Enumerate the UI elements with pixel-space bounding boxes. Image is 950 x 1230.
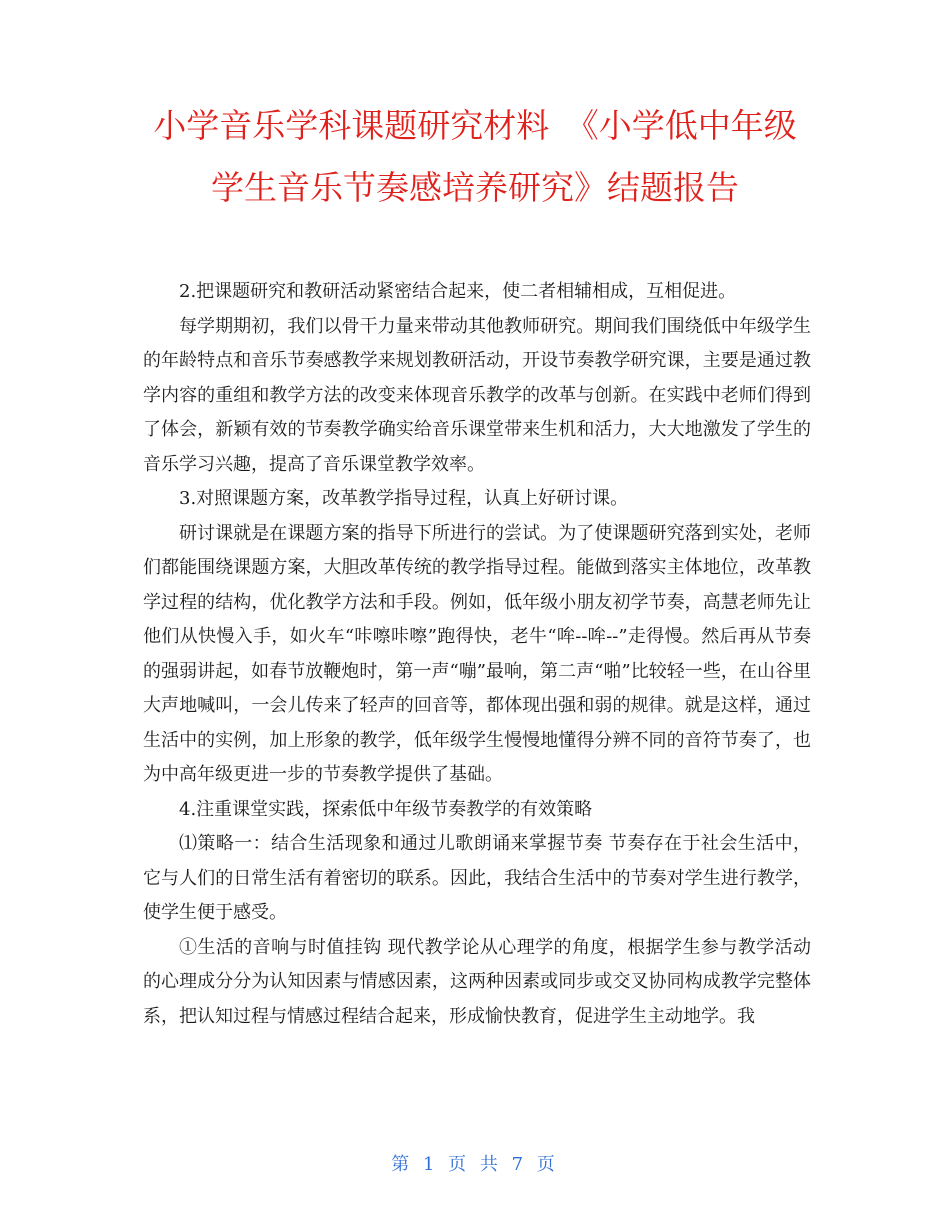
paragraph-5: 4.注重课堂实践，探索低中年级节奏教学的有效策略	[179, 798, 593, 820]
paragraph-6: ⑴策略一：结合生活现象和通过儿歌朗诵来掌握节奏 节奏存在于社会生活中，它与人们的日常生活有着密切的联系。因此，我结合生活中的节奏对学生进行教学，使学生便于感受。	[143, 833, 811, 923]
document-title	[120, 95, 830, 219]
paragraph-4: 研讨课就是在课题方案的指导下所进行的尝试。为了使课题研究落到实处，老师们都能围绕课题方案，大胆改革传统的教学指导过程。能做到落实主体地位，改革教学过程的结构，优化教学方法和手段。例如，低年级小朋友初学节奏，高慧老师先让他们从快慢入手，如火车“咔嚓咔嚓”跑得快，老牛“哞--哞--”走得慢。然后再从节奏的强弱讲起，如春节放鞭炮时，第一声“嘣”最响，第二声“啪”比较轻一些，在山谷里大声地喊叫，一会儿传来了轻声的回音等，都体现出强和弱的规律。就是这样，通过生活中的实例，加上形象的教学，低年级学生慢慢地懂得分辨不同的音符节奏了，也为中高年级更进一步的节奏教学提供了基础。	[143, 522, 811, 785]
document-body	[143, 275, 811, 1034]
title-line-2: 学生音乐节奏感培养研究》结题报告	[211, 168, 739, 207]
page-number-footer: 第 1 页 共 7 页	[391, 1154, 559, 1175]
paragraph-7: ①生活的音响与时值挂钩 现代教学论从心理学的角度，根据学生参与教学活动的心理成分分为认知因素与情感因素，这两种因素或同步或交叉协同构成教学完整体系，把认知过程与情感过程结合起来，形成愉快教育，促进学生主动地学。我	[143, 936, 811, 1027]
paragraph-2: 每学期期初，我们以骨干力量来带动其他教师研究。期间我们围绕低中年级学生的年龄特点和音乐节奏感教学来规划教研活动，开设节奏教学研究课，主要是通过教学内容的重组和教学方法的改变来体现音乐教学的改革与创新。在实践中老师们得到了体会，新颖有效的节奏教学确实给音乐课堂带来生机和活力，大大地激发了学生的音乐学习兴趣，提高了音乐课堂教学效率。	[143, 315, 811, 475]
paragraph-1: 2.把课题研究和教研活动紧密结合起来，使二者相辅相成，互相促进。	[179, 281, 737, 302]
paragraph-3: 3.对照课题方案，改革教学指导过程，认真上好研讨课。	[179, 488, 629, 509]
title-line-1: 小学音乐学科课题研究材料 《小学低中年级	[153, 106, 797, 145]
